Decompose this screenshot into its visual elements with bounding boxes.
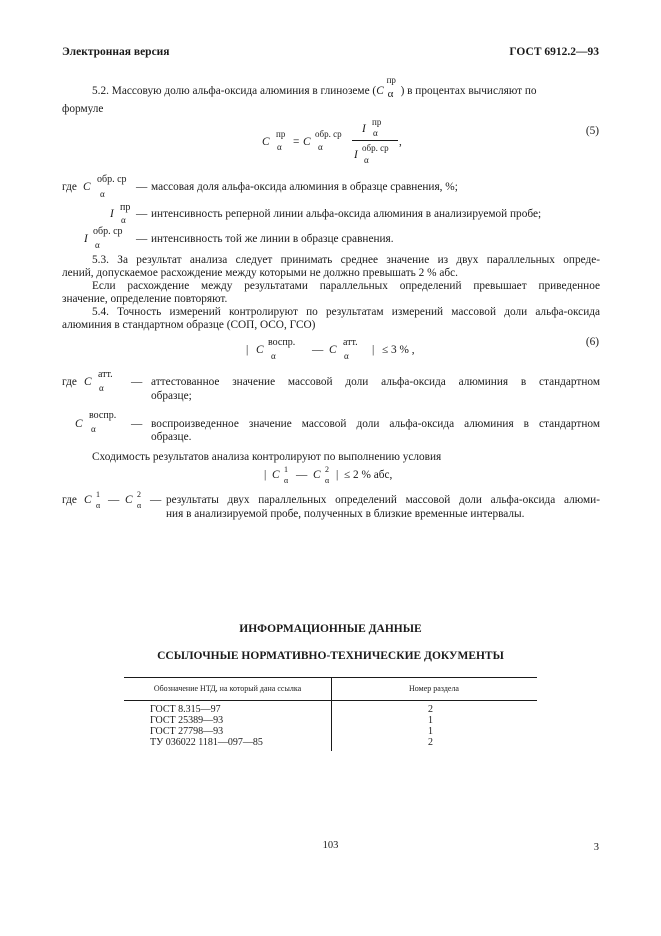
formula-6-number: (6) (585, 336, 599, 348)
info-subtitle: ССЫЛОЧНЫЕ НОРМАТИВНО-ТЕХНИЧЕСКИЕ ДОКУМЕНТЫ (157, 650, 504, 662)
section-5-2-line1: 5.2. Массовую долю альфа-оксида алюминия в глиноземе (C пр α ) в процентах вычисляют по (92, 75, 537, 100)
ntd-table (124, 677, 537, 751)
section-5-4-line1: 5.4. Точность измерений контролируют по результатам измерений массовой доли альфа-оксида (92, 306, 600, 318)
convergence-text: Сходимость результатов анализа контролируют по выполнению условия (92, 451, 442, 463)
section-5-3-line3: Если расхождение между результатами параллельных определений превышает приведенное (92, 280, 600, 292)
formula-5-number: (5) (585, 125, 599, 137)
section-5-4-line2: алюминия в стандартном образце (СОП, ОСО, ГСО) (62, 319, 316, 331)
page-number: 103 (322, 840, 339, 851)
section-5-3-line2: лений, допускаемое расхождение между которыми не должно превышать 2 % абс. (62, 267, 458, 279)
ntd-table-body: ГОСТ 8.315—97 2 ГОСТ 25389—93 1 ГОСТ 27798—93 1 ТУ 036022 1181—097—85 2 (124, 701, 537, 751)
header-right: ГОСТ 6912.2—93 (509, 46, 599, 58)
ntd-header-designation: Обозначение НТД, на который дана ссылка (153, 684, 302, 693)
ntd-header-section: Номер раздела (409, 684, 459, 693)
info-title: ИНФОРМАЦИОННЫЕ ДАННЫЕ (239, 623, 422, 635)
header-left: Электронная версия (62, 46, 170, 58)
ntd-table-header (124, 677, 537, 701)
section-5-3-line4: значение, определение повторяют. (62, 293, 228, 305)
fraction-bar (352, 140, 398, 141)
sheet-number: 3 (593, 842, 599, 853)
ntd-body-divider (331, 701, 332, 751)
section-5-2-line2: формуле (62, 103, 104, 115)
section-5-3-line1: 5.3. За результат анализа следует принимать среднее значение из двух параллельных опреде- (92, 254, 600, 266)
